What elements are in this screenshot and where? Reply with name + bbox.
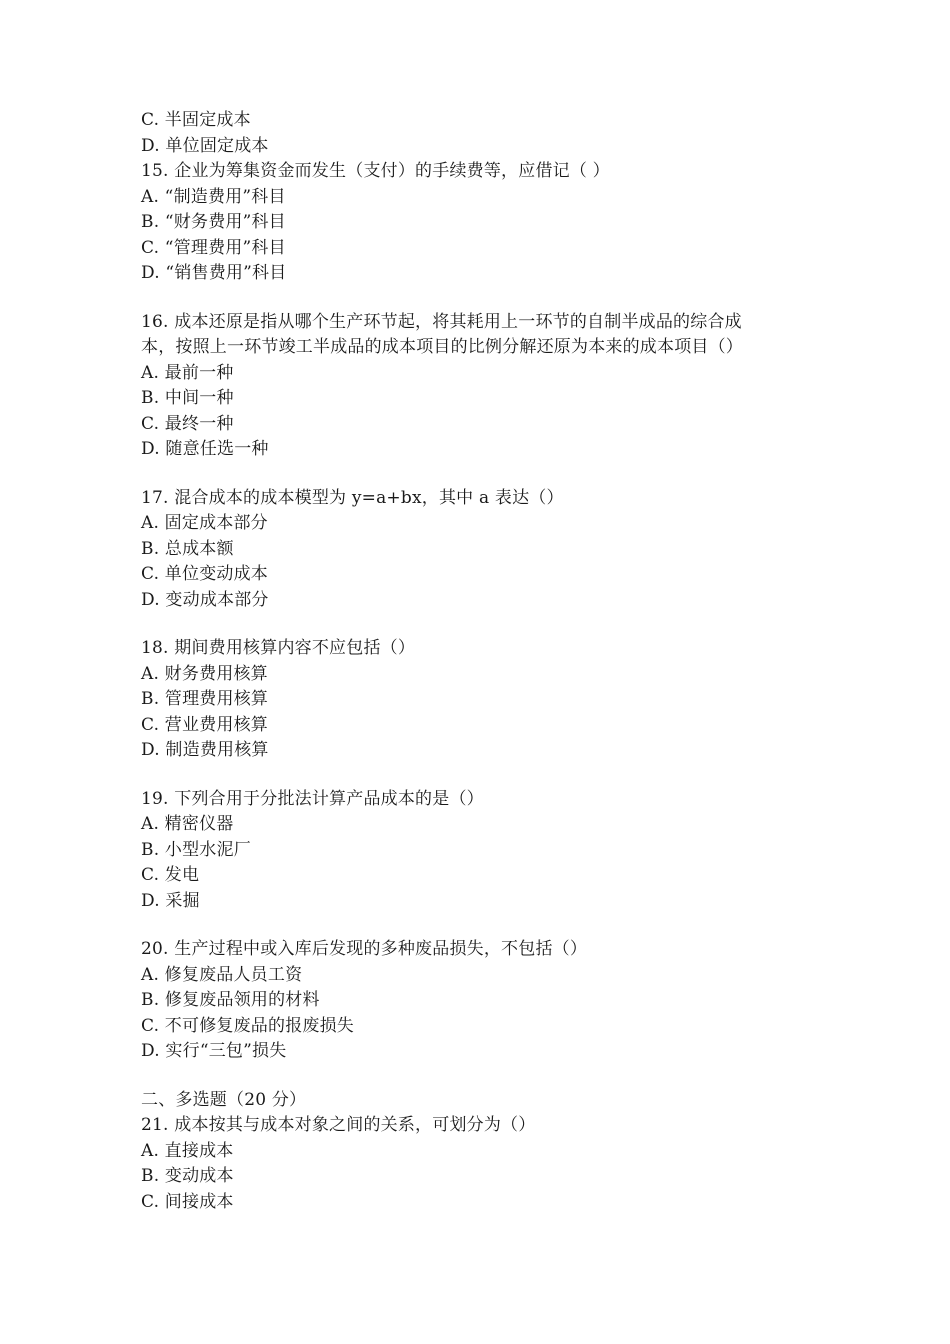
option-a: A. 精密仪器 — [141, 814, 234, 834]
option-a: A. 最前一种 — [141, 362, 234, 383]
spacer — [141, 764, 831, 787]
question-stem-line-2: 本，按照上一环节竣工半成品的成本项目的比例分解还原为本来的成本项目（） — [141, 337, 743, 357]
option-d: D. “销售费用”科目 — [141, 263, 287, 283]
option-b: B. 修复废品领用的材料 — [141, 990, 320, 1010]
option-b: B. 变动成本 — [141, 1166, 234, 1186]
question-19 — [141, 787, 831, 915]
question-stem: 20. 生产过程中或入库后发现的多种废品损失，不包括（） — [141, 939, 588, 959]
spacer — [141, 613, 831, 636]
option-d: D. 采掘 — [141, 890, 200, 911]
question-17 — [141, 486, 831, 614]
option-d: D. 实行“三包”损失 — [141, 1041, 287, 1061]
option-a: A. 直接成本 — [141, 1140, 234, 1161]
question-21 — [141, 1088, 831, 1216]
spacer — [141, 914, 831, 937]
option-c: C. 营业费用核算 — [141, 714, 269, 735]
option-d: D. 制造费用核算 — [141, 740, 269, 760]
question-stem: 21. 成本按其与成本对象之间的关系，可划分为（） — [141, 1115, 536, 1135]
option-c: C. 单位变动成本 — [141, 564, 269, 584]
option-d: D. 变动成本部分 — [141, 589, 269, 610]
option-b: B. “财务费用”科目 — [141, 212, 286, 232]
question-15 — [141, 159, 831, 287]
option-b: B. 中间一种 — [141, 388, 234, 408]
option-d: D. 随意任选一种 — [141, 439, 269, 459]
option-a: A. 财务费用核算 — [141, 663, 268, 684]
question-stem: 15. 企业为筹集资金而发生（支付）的手续费等，应借记（ ） — [141, 161, 610, 181]
question-stem: 18. 期间费用核算内容不应包括（） — [141, 638, 416, 658]
spacer — [141, 463, 831, 486]
option-c: C. 发电 — [141, 865, 200, 885]
option-c: C. 不可修复废品的报废损失 — [141, 1015, 355, 1036]
option-c: C. “管理费用”科目 — [141, 237, 286, 258]
question-stem: 17. 混合成本的成本模型为 y=a+bx，其中 a 表达（） — [141, 487, 564, 508]
option-b: B. 管理费用核算 — [141, 689, 269, 709]
question-stem: 19. 下列合用于分批法计算产品成本的是（） — [141, 788, 484, 809]
option-a: A. “制造费用”科目 — [141, 186, 286, 207]
option-b: B. 小型水泥厂 — [141, 839, 251, 860]
option-c: C. 最终一种 — [141, 413, 234, 434]
option-c: C. 半固定成本 — [141, 110, 251, 130]
option-a: A. 修复废品人员工资 — [141, 964, 303, 985]
question-20 — [141, 937, 831, 1065]
option-d: D. 单位固定成本 — [141, 135, 269, 156]
question-14-options — [141, 108, 831, 159]
section-heading: 二、多选题（20 分） — [141, 1089, 307, 1110]
spacer — [141, 287, 831, 310]
spacer — [141, 1065, 831, 1088]
question-stem-line-1: 16. 成本还原是指从哪个生产环节起，将其耗用上一环节的自制半成品的综合成 — [141, 311, 742, 332]
option-b: B. 总成本额 — [141, 538, 234, 559]
option-a: A. 固定成本部分 — [141, 513, 268, 533]
option-c: C. 间接成本 — [141, 1191, 234, 1212]
exam-page — [141, 108, 831, 1215]
question-16 — [141, 310, 831, 463]
question-18 — [141, 636, 831, 764]
